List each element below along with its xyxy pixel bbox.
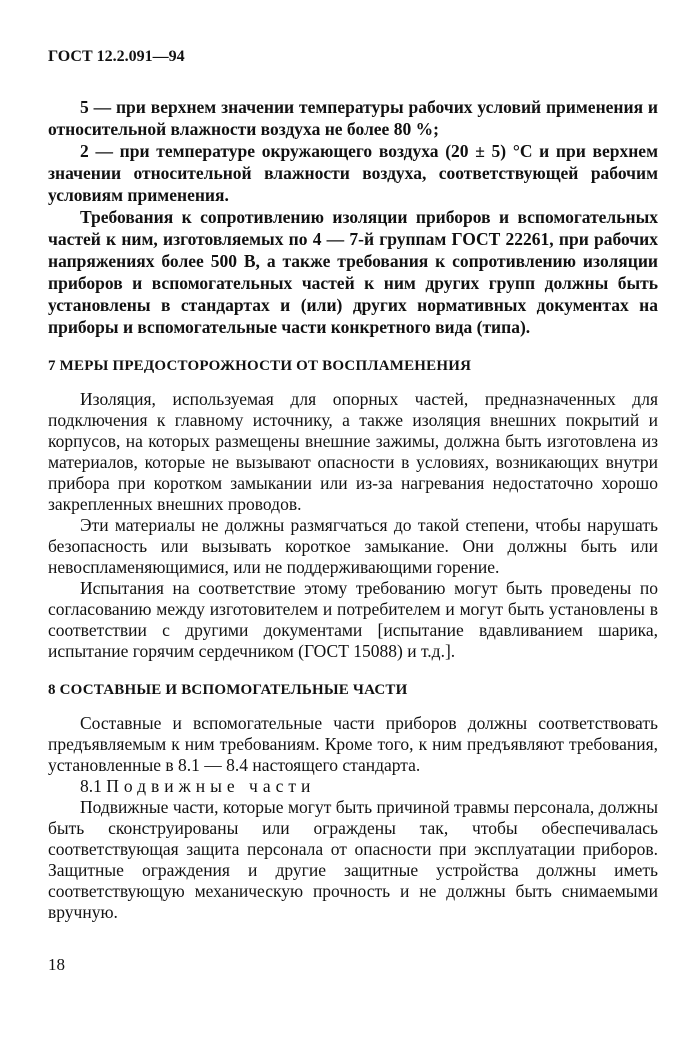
section-8-title: 8 СОСТАВНЫЕ И ВСПОМОГАТЕЛЬНЫЕ ЧАСТИ bbox=[48, 682, 408, 698]
subsection-8-1-paragraph: Подвижные части, которые могут быть причиной травмы персонала, должны быть сконструированы или ограждены так, чтобы обеспечивалась соответствующая защита персонала от опасности при эксплуатации приборов. Защитные ограждения и другие защитные устройства должны иметь соответствующую механическую прочность и не должны быть снимаемыми вручную. bbox=[48, 797, 658, 922]
section-8-intro: Составные и вспомогательные части приборов должны соответствовать предъявляемым к ним требованиям. Кроме того, к ним предъявляют требования, установленные в 8.1 — 8.4 настоящего стандарта. bbox=[48, 713, 658, 775]
paragraph-item-5: 5 — при верхнем значении температуры рабочих условий применения и относительной влажности воздуха не более 80 %; bbox=[48, 97, 658, 139]
subsection-8-1-heading bbox=[48, 776, 658, 797]
paragraph-item-2: 2 — при температуре окружающего воздуха (20 ± 5) °С и при верхнем значении относительной влажности воздуха, соответствующей рабочим условиям применения. bbox=[48, 141, 658, 205]
subsection-title: Подвижные части bbox=[106, 776, 316, 796]
top-paragraphs bbox=[48, 96, 658, 338]
subsection-number: 8.1 bbox=[80, 776, 102, 796]
document-page bbox=[48, 48, 658, 923]
page-number: 18 bbox=[48, 955, 65, 974]
document-header: ГОСТ 12.2.091—94 bbox=[48, 48, 185, 65]
section-7-paragraph: Эти материалы не должны размягчаться до такой степени, чтобы нарушать безопасность или вызывать короткое замыкание. Они должны быть или невоспламеняющимися, или не поддерживающими горение. bbox=[48, 515, 658, 577]
section-7-paragraph: Изоляция, используемая для опорных частей, предназначенных для подключения к главному источнику, а также изоляция внешних покрытий и корпусов, на которых размещены внешние зажимы, должна быть изготовлена из материалов, которые не вызывают опасности в условиях, возникающих внутри прибора при коротком замыкании или из-за нагревания недостаточно хорошо закрепленных внешних проводов. bbox=[48, 389, 658, 514]
section-7-body bbox=[48, 389, 658, 662]
section-8-body bbox=[48, 713, 658, 923]
paragraph-insulation-requirements: Требования к сопротивлению изоляции приборов и вспомогательных частей к ним, изготовляемых по 4 — 7-й группам ГОСТ 22261, при рабочих напряжениях более 500 В, а также требования к сопротивлению изоляции приборов и вспомогательных частей к ним других групп должны быть установлены в стандартах и (или) других нормативных документах на приборы и вспомогательные части конкретного вида (типа). bbox=[48, 207, 658, 337]
section-7-title: 7 МЕРЫ ПРЕДОСТОРОЖНОСТИ ОТ ВОСПЛАМЕНЕНИЯ bbox=[48, 358, 472, 374]
section-7-paragraph: Испытания на соответствие этому требованию могут быть проведены по согласованию между изготовителем и потребителем и могут быть установлены в соответствии с другими документами [испытание вдавливанием шарика, испытание горячим сердечником (ГОСТ 15088) и т.д.]. bbox=[48, 578, 658, 661]
